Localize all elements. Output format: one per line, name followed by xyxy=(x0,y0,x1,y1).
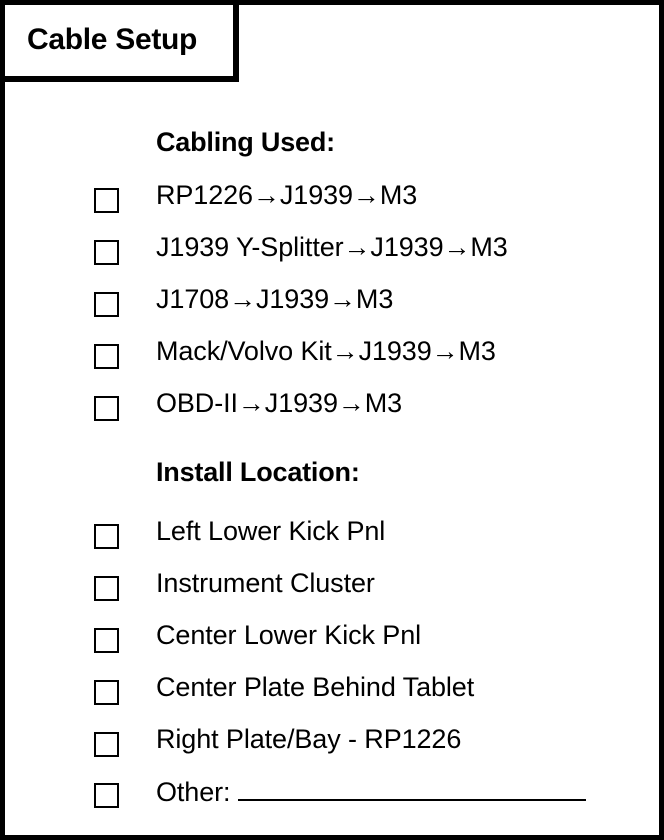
checkbox[interactable] xyxy=(94,680,119,705)
option-label: RP1226→J1939→M3 xyxy=(156,180,418,210)
cabling-used-heading: Cabling Used: xyxy=(156,127,335,157)
option-label: J1939 Y-Splitter→J1939→M3 xyxy=(156,232,508,262)
checkbox[interactable] xyxy=(94,628,119,653)
option-label: OBD-II→J1939→M3 xyxy=(156,388,403,418)
checkbox[interactable] xyxy=(94,240,119,265)
option-label: Mack/Volvo Kit→J1939→M3 xyxy=(156,336,496,366)
install-location-heading: Install Location: xyxy=(156,457,360,487)
other-label: Other: xyxy=(156,777,231,807)
option-label: Center Plate Behind Tablet xyxy=(156,672,475,702)
checkbox[interactable] xyxy=(94,396,119,421)
form-title-tab xyxy=(5,5,239,82)
checkbox[interactable] xyxy=(94,188,119,213)
checkbox[interactable] xyxy=(94,524,119,549)
checkbox[interactable] xyxy=(94,292,119,317)
other-option xyxy=(156,775,586,808)
checkbox[interactable] xyxy=(94,576,119,601)
option-label: Left Lower Kick Pnl xyxy=(156,516,386,546)
option-label: J1708→J1939→M3 xyxy=(156,284,394,314)
checkbox[interactable] xyxy=(94,732,119,757)
form-title: Cable Setup xyxy=(27,23,198,56)
checkbox[interactable] xyxy=(94,344,119,369)
checkbox[interactable] xyxy=(94,783,119,808)
option-label: Center Lower Kick Pnl xyxy=(156,620,422,650)
option-label: Right Plate/Bay - RP1226 xyxy=(156,724,462,754)
option-label: Instrument Cluster xyxy=(156,568,375,598)
other-write-in-line[interactable] xyxy=(238,775,586,801)
